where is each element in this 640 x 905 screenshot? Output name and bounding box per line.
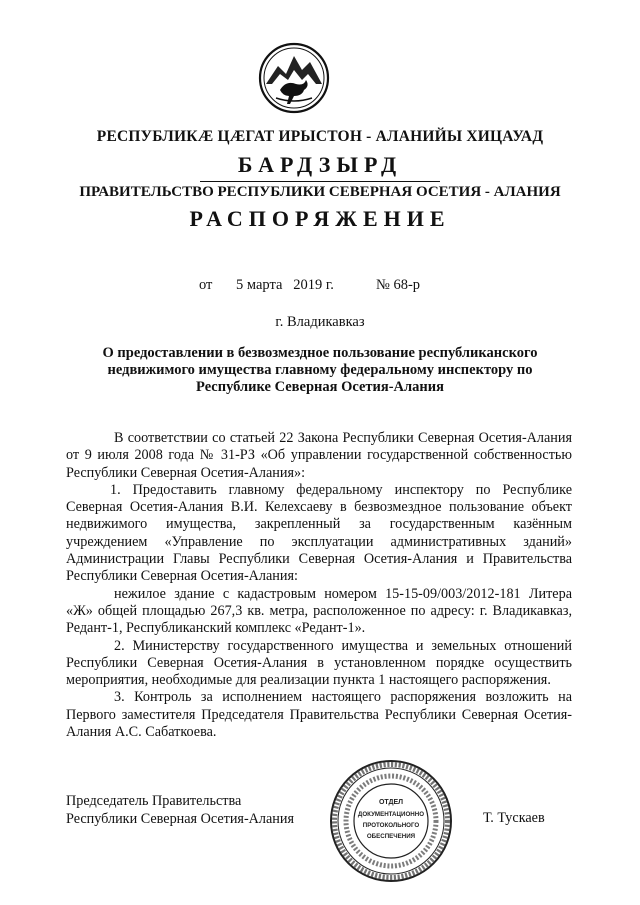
stamp-inner-line-4: ОБЕСПЕЧЕНИЯ — [366, 833, 416, 840]
document-type: РАСПОРЯЖЕНИЕ — [189, 206, 451, 231]
document-body — [66, 430, 572, 741]
header-divider — [200, 181, 440, 182]
document-number: № 68-р — [376, 277, 421, 293]
document-title: О предоставлении в безвозмездное пользование республиканского недвижимого имущества главному федеральному инспектору по Республике Северная Осетия-Алания — [102, 345, 538, 395]
header-bardzyrd: БАРДЗЫРД — [237, 152, 403, 177]
paragraph-preamble: В соответствии со статьей 22 Закона Республики Северная Осетия-Алания от 9 июля 2008 года № 31-РЗ «Об управлении государственной собственностью Республики Северная Осетия-Алания»: — [66, 430, 572, 481]
official-stamp — [328, 758, 454, 884]
stamp-inner-line-2: ДОКУМЕНТАЦИОННО — [357, 811, 425, 818]
signatory-position-line-2: Республики Северная Осетия-Алания — [66, 811, 295, 827]
stamp-inner-line-1: ОТДЕЛ — [378, 799, 404, 806]
signatory-position — [66, 792, 326, 828]
paragraph-item-1: 1. Предоставить главному федеральному инспектору по Республике Северная Осетия-Алания В.И. Келехсаеву в безвозмездное пользование объект недвижимого имущества, закрепленный за государственным казённым учреждением «Управление по эксплуатации административных зданий» Администрации Главы Республики Северная Осетия-Алания и Правительства Республики Северная Осетия-Алания: — [66, 481, 572, 585]
coat-of-arms-emblem — [258, 40, 330, 116]
signatory-name: Т. Тускаев — [483, 810, 545, 826]
header-russian-line: ПРАВИТЕЛЬСТВО РЕСПУБЛИКИ СЕВЕРНАЯ ОСЕТИЯ - АЛАНИЯ — [79, 184, 561, 200]
document-city: г. Владикавказ — [275, 314, 365, 330]
document-date: 5 марта 2019 г. — [236, 277, 334, 293]
paragraph-item-2: 2. Министерству государственного имущества и земельных отношений Республики Северная Осетия-Алания в установленном порядке осуществить мероприятия, необходимые для реализации пункта 1 настоящего распоряжения. — [66, 637, 572, 689]
stamp-inner-line-3: ПРОТОКОЛЬНОГО — [362, 822, 420, 829]
paragraph-item-1-detail: нежилое здание с кадастровым номером 15-15-09/003/2012-181 Литера «Ж» общей площадью 267,3 кв. метра, расположенное по адресу: г. Владикавказ, Редант-1, Республиканский комплекс «Редант-1». — [66, 585, 572, 637]
signatory-position-line-1: Председатель Правительства — [66, 793, 242, 809]
paragraph-item-3: 3. Контроль за исполнением настоящего распоряжения возложить на Первого заместителя Председателя Правительства Республики Северная Осетия-Алания А.С. Сабаткоева. — [66, 689, 572, 741]
header-ossetian-line: РЕСПУБЛИКӔ ЦӔГАТ ИРЫСТОН - АЛАНИЙЫ ХИЦАУАД — [96, 128, 544, 145]
date-prefix: от — [199, 277, 213, 293]
